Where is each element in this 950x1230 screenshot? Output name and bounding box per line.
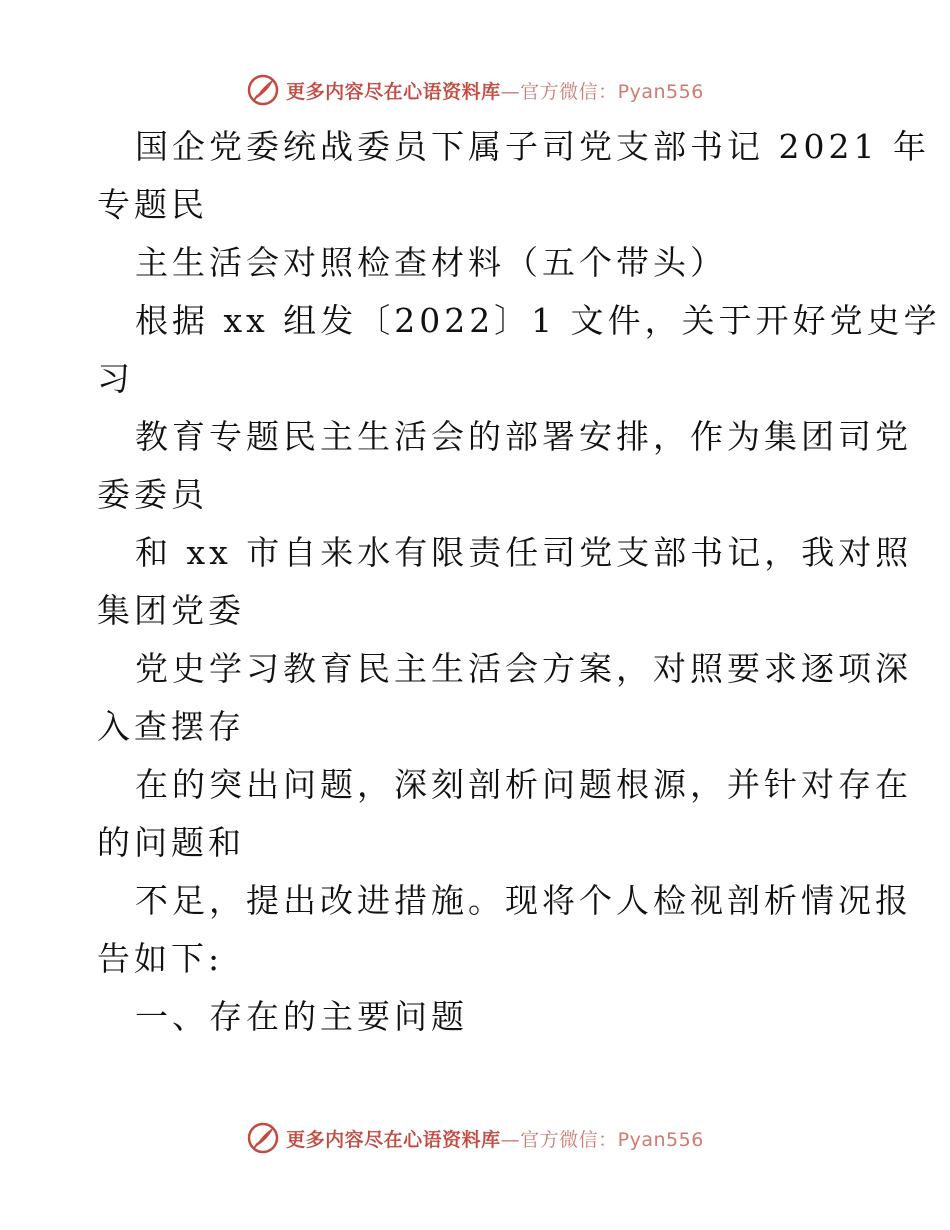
quill-logo-icon — [246, 73, 280, 107]
watermark-text — [286, 1125, 704, 1152]
paragraph-line: 的问题和 — [97, 823, 245, 862]
paragraph-line: 教育专题民主生活会的部署安排，作为集团司党 — [135, 417, 912, 456]
quill-logo-icon — [246, 1121, 280, 1155]
paragraph-line: 不足，提出改进措施。现将个人检视剖析情况报 — [135, 881, 912, 920]
watermark-separator: — — [500, 80, 521, 103]
paragraph-line: 和 xx 市自来水有限责任司党支部书记，我对照 — [135, 533, 913, 572]
paragraph-line: 根据 xx 组发〔2022〕1 文件，关于开好党史学 — [135, 301, 941, 340]
document-body — [97, 118, 941, 1046]
footer-watermark — [0, 1118, 950, 1158]
paragraph-line: 习 — [97, 359, 134, 398]
paragraph-line: 入查摆存 — [97, 707, 245, 746]
paragraph-line: 在的突出问题，深刻剖析问题根源，并针对存在 — [135, 765, 912, 804]
section-heading: 一、存在的主要问题 — [135, 997, 468, 1036]
watermark-sub: 官方微信：Pyan556 — [520, 80, 704, 103]
watermark-separator: — — [500, 1128, 521, 1151]
paragraph-line: 委委员 — [97, 475, 208, 514]
title-line-2: 专题民 — [97, 185, 208, 224]
watermark-main: 更多内容尽在心语资料库 — [286, 80, 501, 103]
watermark-sub: 官方微信：Pyan556 — [520, 1128, 704, 1151]
watermark-text — [286, 77, 704, 104]
title-line-3: 主生活会对照检查材料（五个带头） — [135, 243, 727, 282]
header-watermark — [0, 70, 950, 110]
title-line-1: 国企党委统战委员下属子司党支部书记 2021 年 — [135, 127, 930, 166]
paragraph-line: 党史学习教育民主生活会方案，对照要求逐项深 — [135, 649, 912, 688]
paragraph-line: 告如下: — [97, 939, 224, 978]
paragraph-line: 集团党委 — [97, 591, 245, 630]
watermark-main: 更多内容尽在心语资料库 — [286, 1128, 501, 1151]
